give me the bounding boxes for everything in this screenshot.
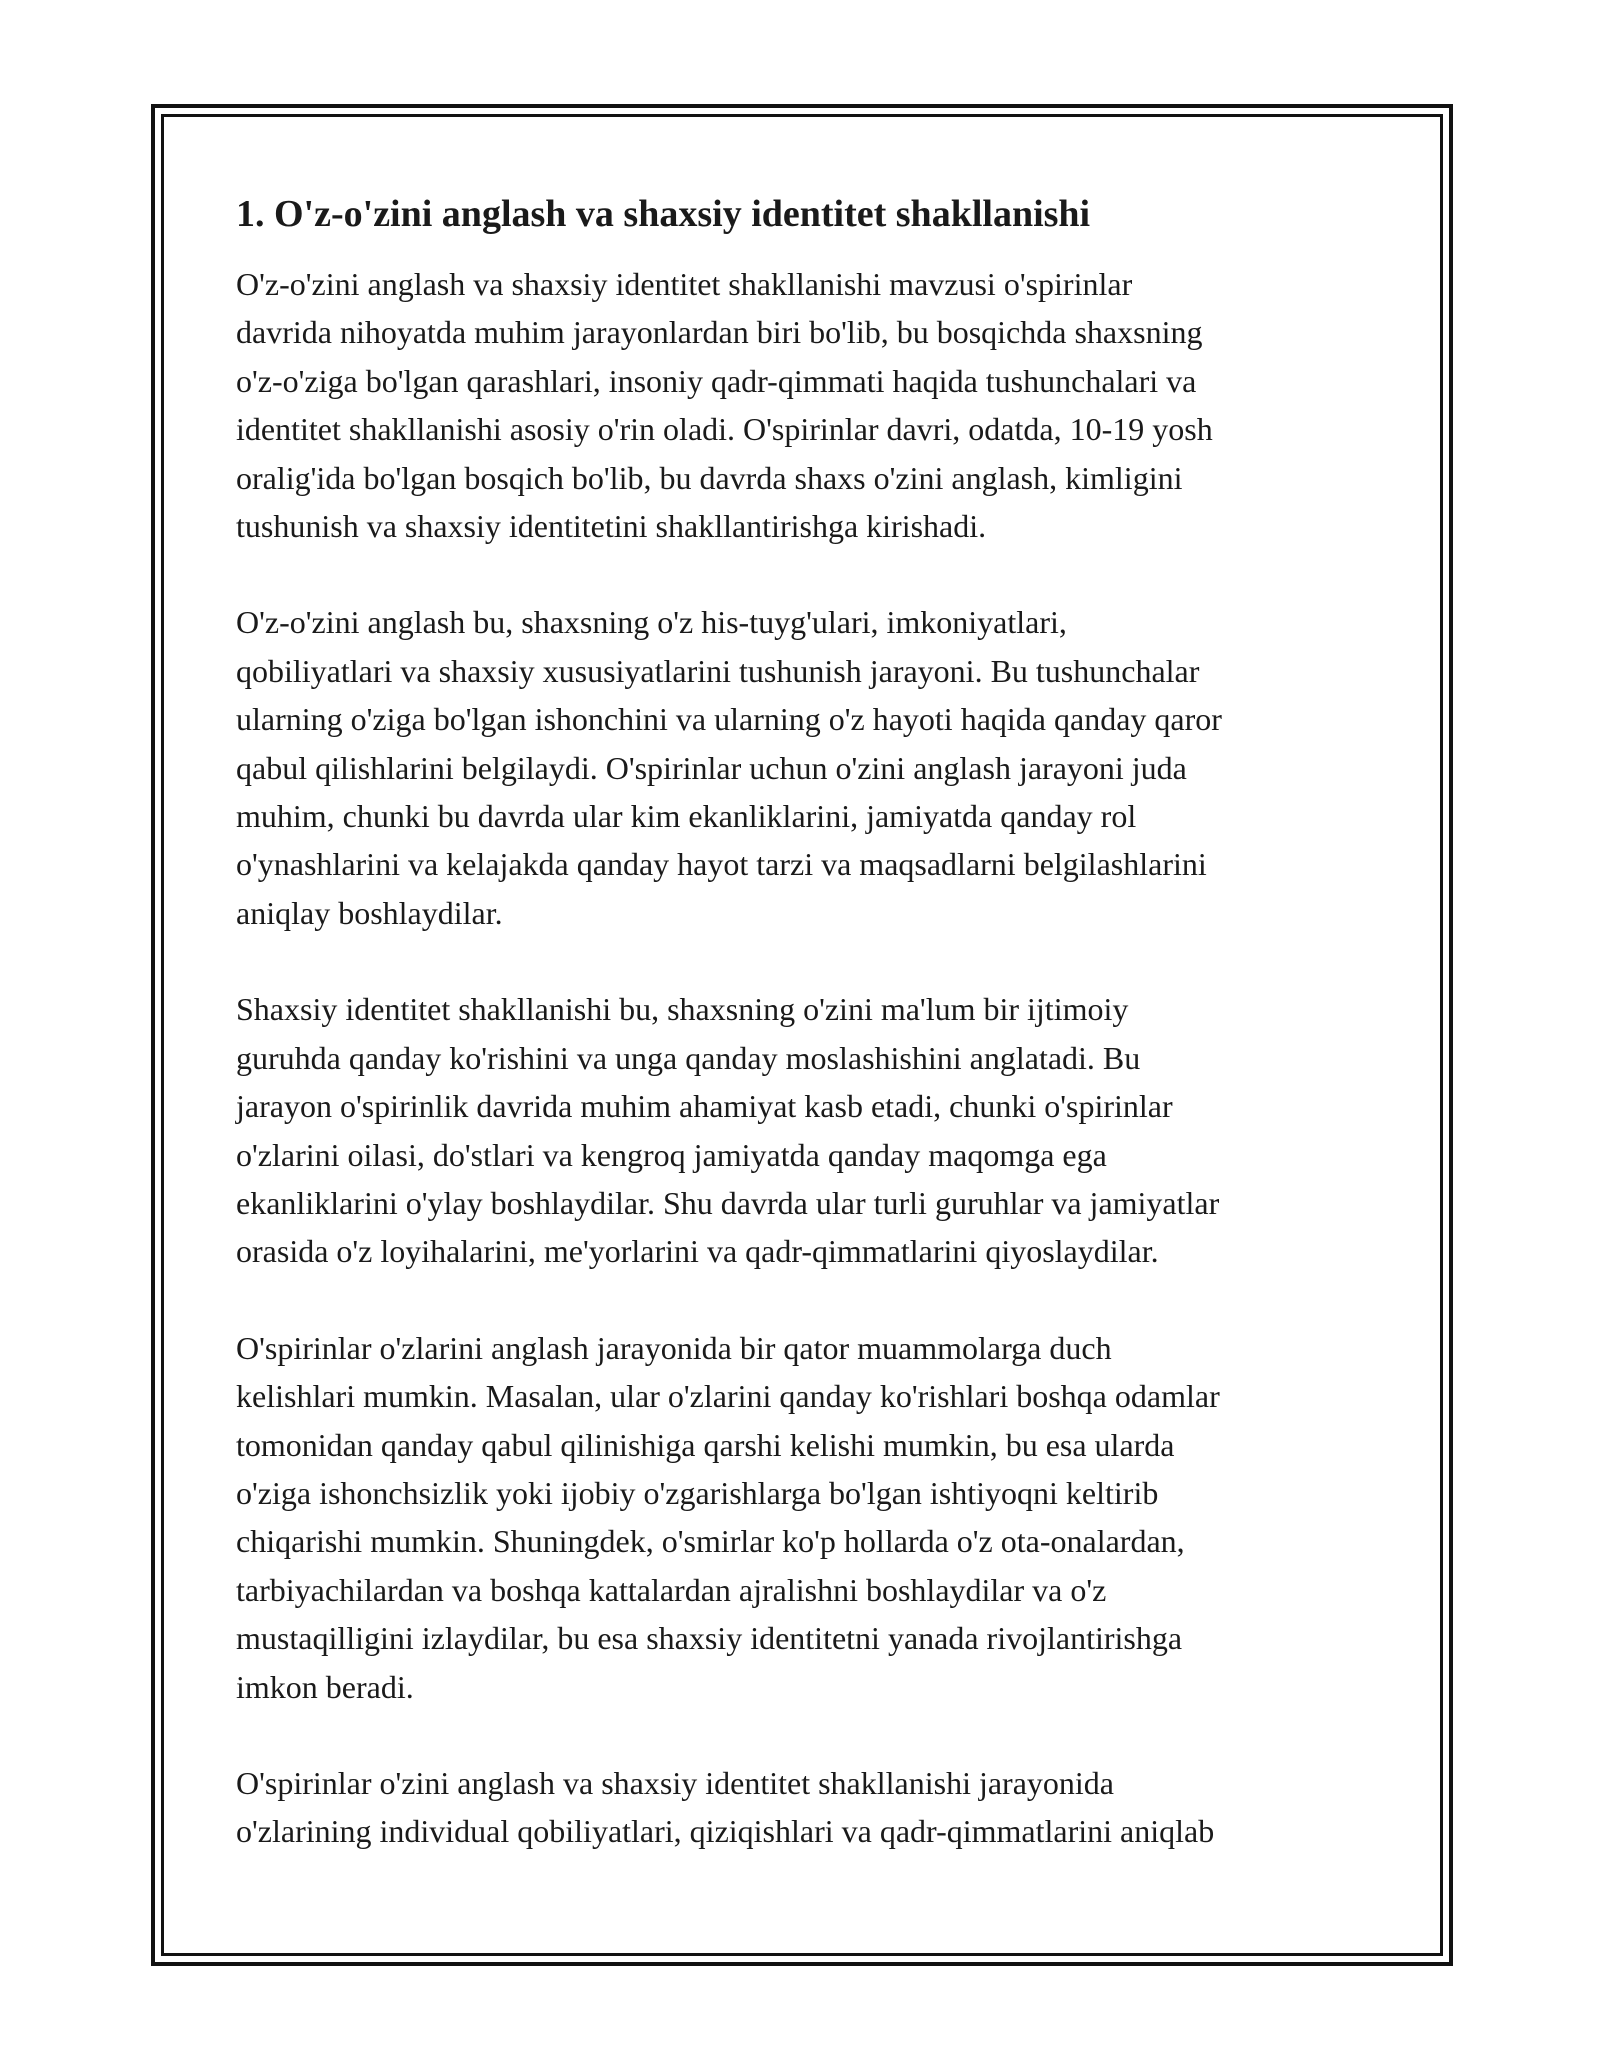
paragraph-4 [236, 1324, 1386, 1711]
paragraph-2 [236, 598, 1386, 937]
text-line: imkon beradi. [236, 1668, 414, 1705]
text-line: guruhda qanday ko'rishini va unga qanday moslashishini anglatadi. Bu [236, 1039, 1141, 1076]
text-line: kelishlari mumkin. Masalan, ular o'zlarini qanday ko'rishlari boshqa odamlar [236, 1378, 1220, 1415]
text-line: jarayon o'spirinlik davrida muhim ahamiyat kasb etadi, chunki o'spirinlar [236, 1088, 1173, 1125]
text-line: o'ziga ishonchsizlik yoki ijobiy o'zgarishlarga bo'lgan ishtiyoqni keltirib [236, 1474, 1159, 1511]
text-line: identitet shakllanishi asosiy o'rin oladi. O'spirinlar davri, odatda, 10-19 yosh [236, 411, 1213, 448]
text-line: o'ynashlarini va kelajakda qanday hayot tarzi va maqsadlarni belgilashlarini [236, 846, 1207, 883]
text-line: tomonidan qanday qabul qilinishiga qarshi kelishi mumkin, bu esa ularda [236, 1426, 1175, 1463]
text-line: tarbiyachilardan va boshqa kattalardan ajralishni boshlaydilar va o'z [236, 1571, 1107, 1608]
text-line: muhim, chunki bu davrda ular kim ekanliklarini, jamiyatda qanday rol [236, 798, 1137, 835]
text-line: orasida o'z loyihalarini, me'yorlarini va qadr-qimmatlarini qiyoslaydilar. [236, 1233, 1159, 1270]
text-line: davrida nihoyatda muhim jarayonlardan biri bo'lib, bu bosqichda shaxsning [236, 314, 1203, 351]
document-content [236, 186, 1386, 1904]
text-line: o'zlarining individual qobiliyatlari, qiziqishlari va qadr-qimmatlarini aniqlab [236, 1813, 1215, 1850]
text-line: tushunish va shaxsiy identitetini shakllantirishga kirishadi. [236, 508, 987, 545]
text-line: qobiliyatlari va shaxsiy xususiyatlarini tushunish jarayoni. Bu tushunchalar [236, 652, 1200, 689]
text-line: aniqlay boshlaydilar. [236, 894, 503, 931]
text-line: ularning o'ziga bo'lgan ishonchini va ularning o'z hayoti haqida qanday qaror [236, 701, 1222, 738]
text-line: o'zlarini oilasi, do'stlari va kengroq jamiyatda qanday maqomga ega [236, 1136, 1107, 1173]
text-line: Shaxsiy identitet shakllanishi bu, shaxsning o'zini ma'lum bir ijtimoiy [236, 991, 1129, 1028]
section-heading: 1. O'z-o'zini anglash va shaxsiy identitet shakllanishi [236, 193, 1091, 235]
text-line: chiqarishi mumkin. Shuningdek, o'smirlar ko'p hollarda o'z ota-onalardan, [236, 1523, 1185, 1560]
text-line: o'z-o'ziga bo'lgan qarashlari, insoniy qadr-qimmati haqida tushunchalari va [236, 362, 1197, 399]
text-line: O'z-o'zini anglash va shaxsiy identitet shakllanishi mavzusi o'spirinlar [236, 266, 1133, 302]
text-line: O'spirinlar o'zini anglash va shaxsiy identitet shakllanishi jarayonida [236, 1764, 1114, 1801]
paragraph-1 [236, 260, 1386, 550]
text-line: oralig'ida bo'lgan bosqich bo'lib, bu davrda shaxs o'zini anglash, kimligini [236, 459, 1183, 496]
text-line: ekanliklarini o'ylay boshlaydilar. Shu davrda ular turli guruhlar va jamiyatlar [236, 1184, 1220, 1221]
text-line: O'spirinlar o'zlarini anglash jarayonida bir qator muammolarga duch [236, 1329, 1112, 1366]
paragraph-5 [236, 1759, 1386, 1856]
text-line: mustaqilligini izlaydilar, bu esa shaxsiy identitetni yanada rivojlantirishga [236, 1620, 1183, 1657]
text-line: O'z-o'zini anglash bu, shaxsning o'z his-tuyg'ulari, imkoniyatlari, [236, 604, 1067, 641]
paragraph-3 [236, 985, 1386, 1275]
text-line: qabul qilishlarini belgilaydi. O'spirinlar uchun o'zini anglash jarayoni juda [236, 749, 1187, 786]
